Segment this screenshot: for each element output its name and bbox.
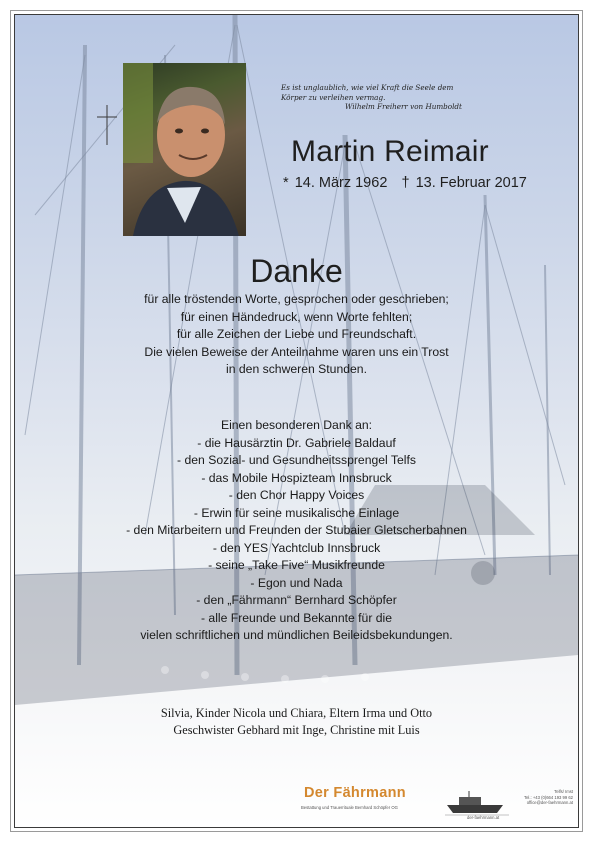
portrait-figure-icon: [123, 63, 246, 236]
obituary-card: [14, 14, 579, 828]
funeral-home-tagline: Bestattung und Trauerrituale Bernhard Schöpfer OG: [301, 805, 398, 810]
thanks-item: - den Mitarbeitern und Freunden der Stubaier Gletscherbahnen: [126, 523, 467, 537]
signoff-line: Geschwister Gebhard mit Inge, Christine mit Luis: [173, 722, 420, 737]
thanks-intro: [15, 291, 578, 379]
intro-line: für alle Zeichen der Liebe und Freundschaft.: [176, 327, 417, 341]
thanks-item: - seine „Take Five“ Musikfreunde: [208, 558, 385, 572]
death-symbol: †: [401, 175, 410, 191]
quote-line-2: Körper zu verleihen vermag.: [281, 92, 386, 102]
birth-symbol: *: [283, 175, 289, 191]
thanks-item: vielen schriftlichen und mündlichen Beileidsbekundungen.: [140, 628, 453, 642]
intro-line: Die vielen Beweise der Anteilnahme waren uns ein Trost: [144, 344, 449, 359]
family-signoff: [15, 705, 578, 738]
birth-date: 14. März 1962: [294, 175, 388, 191]
life-dates: [283, 175, 529, 191]
contact-line: Telfs/ Imst: [554, 789, 573, 794]
portrait-photo: [123, 63, 246, 236]
special-thanks-list: [15, 417, 578, 645]
quote-line-1: Es ist unglaublich, wie viel Kraft die Seele dem: [281, 83, 454, 92]
thanks-item: - den Sozial- und Gesundheitssprengel Telfs: [177, 453, 416, 467]
signoff-line: Silvia, Kinder Nicola und Chiara, Eltern Irma und Otto: [160, 706, 433, 720]
thanks-heading: Einen besonderen Dank an:: [220, 418, 373, 432]
contact-line: Tel.: +43 (0)664 193 99 62: [523, 794, 573, 800]
ferry-boat-icon: [445, 791, 511, 817]
thanks-item: - Erwin für seine musikalische Einlage: [193, 505, 400, 520]
intro-line: für alle tröstenden Worte, gesprochen oder geschrieben;: [144, 292, 449, 306]
deceased-name: Martin Reimair: [291, 135, 489, 168]
intro-line: für einen Händedruck, wenn Worte fehlten;: [180, 309, 413, 324]
contact-info: [515, 789, 573, 806]
headline: Danke: [250, 253, 343, 289]
death-date: 13. Februar 2017: [415, 175, 527, 191]
contact-line: office@der-faehrmann.at: [526, 800, 573, 806]
thanks-item: - den YES Yachtclub Innsbruck: [212, 540, 381, 555]
funeral-home-logo: Der Fährmann: [304, 785, 406, 801]
thanks-item: - das Mobile Hospizteam Innsbruck: [201, 470, 392, 485]
thanks-item: - alle Freunde und Bekannte für die: [200, 610, 393, 625]
thanks-item: - den „Fährmann“ Bernhard Schöpfer: [196, 593, 397, 607]
intro-line: in den schweren Stunden.: [226, 362, 367, 376]
quote-author: Wilhelm Freiherr von Humboldt: [345, 102, 462, 111]
quote: [281, 83, 541, 112]
footer: [15, 785, 578, 827]
thanks-item: - Egon und Nada: [250, 575, 343, 590]
boat-caption: der-faehrmann.at: [467, 815, 500, 820]
cross-icon: [97, 105, 117, 145]
thanks-item: - den Chor Happy Voices: [228, 488, 365, 502]
thanks-item: - die Hausärztin Dr. Gabriele Baldauf: [197, 435, 396, 450]
